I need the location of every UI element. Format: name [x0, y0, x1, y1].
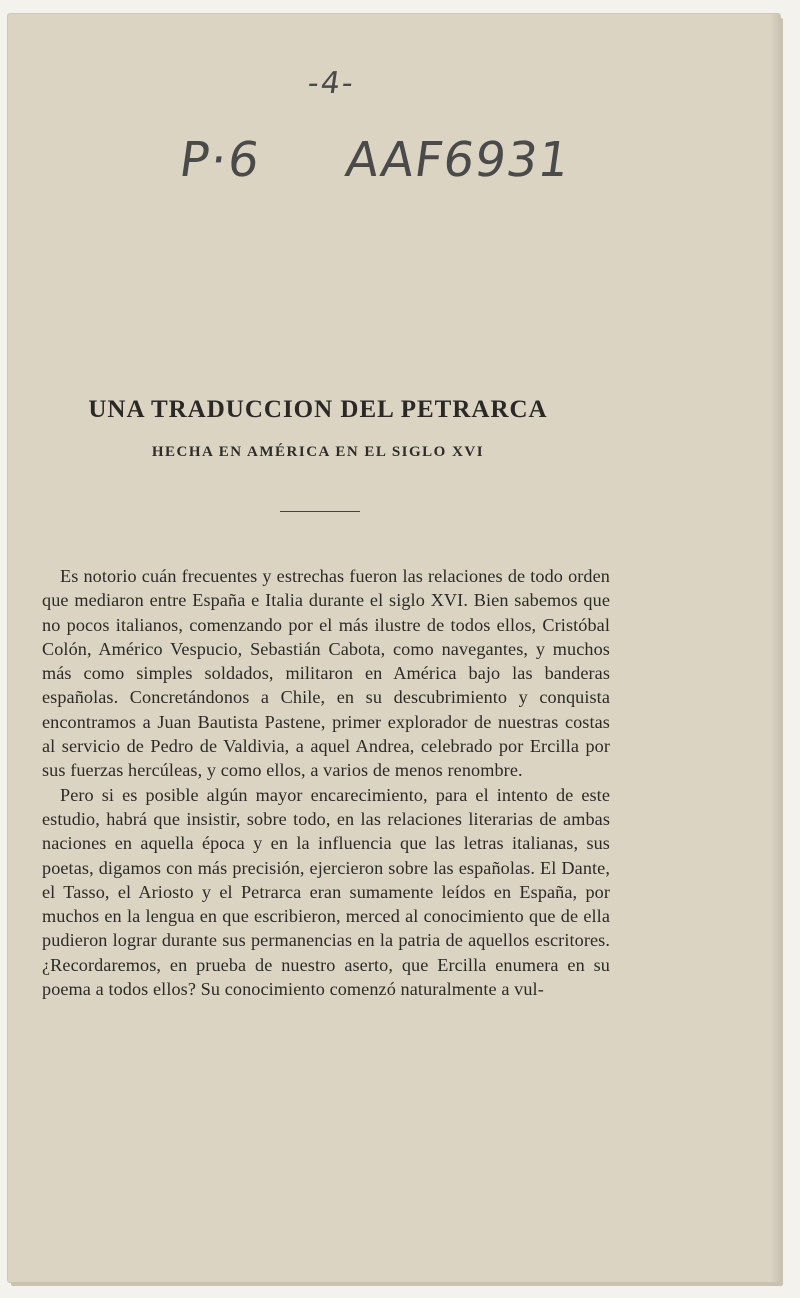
- handwritten-catalog-code: AAF6931: [342, 132, 574, 188]
- paper-sheet: [8, 14, 780, 1282]
- title-divider-rule: [280, 511, 360, 512]
- body-paragraph-2: Pero si es posible algún mayor encarecimiento, para el intento de este estudio, habrá que insistir, sobre todo, en las relaciones literarias de ambas naciones en aquella época y en la influencia que las letras italianas, sus poetas, digamos con más precisión, ejercieron sobre las españolas. El Dante, el Tasso, el Ariosto y el Petrarca eran sumamente leídos en España, por muchos en la lengua en que escribieron, merced al conocimiento que de ella pudieron lograr durante sus permanencias en la patria de aquellos escritores. ¿Recordaremos, en prueba de nuestro aserto, que Ercilla enumera en su poema a todos ellos? Su conocimiento comenzó naturalmente a vul-: [42, 784, 610, 1000]
- body-paragraph-1: Es notorio cuán frecuentes y estrechas fueron las relaciones de todo orden que mediaron entre España e Italia durante el siglo XVI. Bien sabemos que no pocos italianos, comenzando por el más ilustre de todos ellos, Cristóbal Colón, Américo Vespucio, Sebastián Cabota, como navegantes, y muchos más como simples soldados, militaron en América bajo las banderas españolas. Concretándonos a Chile, en su descubrimiento y conquista encontramos a Juan Bautista Pastene, primer explorador de nuestras costas al servicio de Pedro de Valdivia, a aquel Andrea, celebrado por Ercilla por sus fuerzas hercúleas, y como ellos, a varios de menos renombre.: [42, 566, 610, 781]
- handwritten-page-number: -4-: [305, 66, 358, 101]
- article-subtitle: HECHA EN AMÉRICA EN EL SIGLO XVI: [151, 444, 485, 460]
- handwritten-shelf-mark: P·6: [176, 132, 265, 188]
- article-body: [42, 564, 610, 1001]
- article-title: UNA TRADUCCION DEL PETRARCA: [88, 396, 548, 423]
